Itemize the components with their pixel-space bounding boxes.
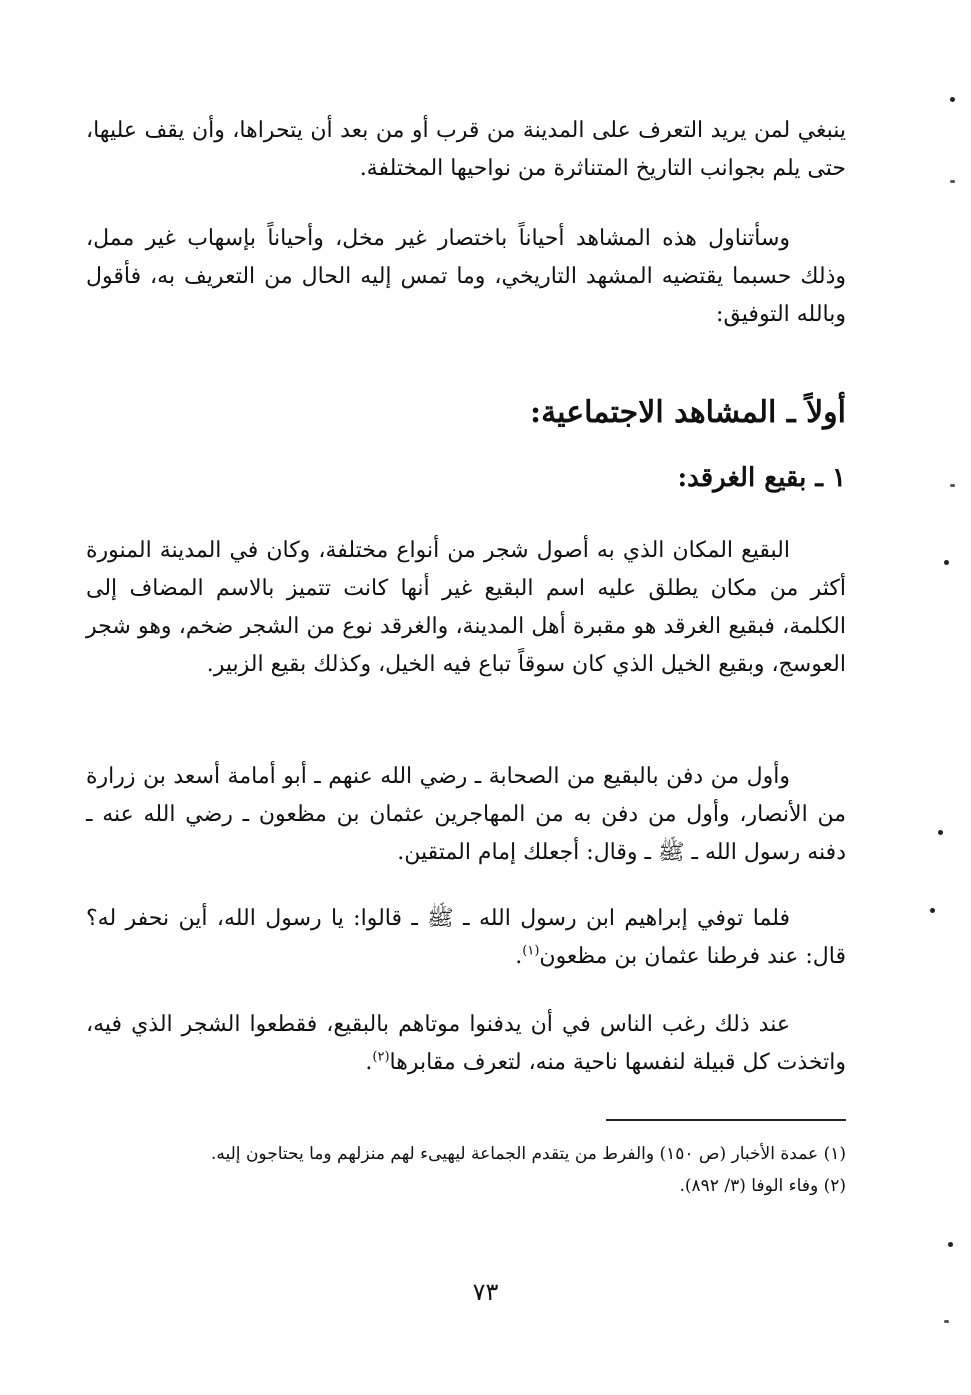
scan-speck <box>944 560 949 565</box>
scan-speck <box>948 1242 953 1247</box>
scan-speck <box>944 1320 949 1323</box>
scan-speck <box>950 484 955 487</box>
scan-speck <box>950 97 955 102</box>
paragraph-first-buried: وأول من دفن بالبقيع من الصحابة ـ رضي الله عنهم ـ أبو أمامة أسعد بن زرارة من الأنصار، وأول من دفن به من المهاجرين عثمان بن مظعون ـ رضي الله عنه ـ دفنه رسول الله ـ ﷺ ـ وقال: أجعلك إمام المتقين. <box>86 764 846 865</box>
paragraph-text: عند ذلك رغب الناس في أن يدفنوا موتاهم بالبقيع، فقطعوا الشجر الذي فيه، واتخذت كل قبيلة لنفسها ناحية منه، لتعرف مقابرها <box>86 1012 846 1075</box>
paragraph-end: . <box>365 1050 373 1075</box>
paragraph-baqi-definition: البقيع المكان الذي به أصول شجر من أنواع مختلفة، وكان في المدينة المنورة أكثر من مكان يطلق عليه اسم البقيع غير أنها كانت تتميز بالاسم المضاف إلى الكلمة، فبقيع الغرقد هو مقبرة أهل المدينة، والغرقد نوع من الشجر ضخم، وهو شجر العوسج، وبقيع الخيل الذي كان سوقاً تباع فيه الخيل، وكذلك بقيع الزبير. <box>86 538 846 677</box>
scan-speck <box>930 908 935 913</box>
page-number: ٧٣ <box>472 1278 499 1306</box>
footnote-1: (١) عمدة الأخبار (ص ١٥٠) والفرط من يتقدم الجماعة ليهيىء لهم منزلهم وما يحتاجون إليه. <box>210 1144 846 1164</box>
scan-speck <box>950 180 955 183</box>
footnote-2: (٢) وفاء الوفا (٣/ ٨٩٢). <box>679 1176 846 1196</box>
footnote-ref-1: (١) <box>522 943 540 959</box>
scan-speck <box>938 830 943 835</box>
subsection-heading: ١ ـ بقيع الغرقد: <box>677 463 846 493</box>
footnote-ref-2: (٢) <box>372 1049 390 1065</box>
paragraph-approach: وسأتناول هذه المشاهد أحياناً باختصار غير مخل، وأحياناً بإسهاب غير ممل، وذلك حسبما يقتضيه المشهد التاريخي، وما تمس إليه الحال من التعريف به، فأقول وبالله التوفيق: <box>86 226 846 327</box>
paragraph-burials <box>86 1006 846 1082</box>
paragraph-intro: ينبغي لمن يريد التعرف على المدينة من قرب أو من بعد أن يتحراها، وأن يقف عليها، حتى يلم بجوانب التاريخ المتناثرة من نواحيها المختلفة. <box>86 118 846 181</box>
footnotes <box>86 1138 846 1202</box>
paragraph-text: فلما توفي إبراهيم ابن رسول الله ـ ﷺ ـ قالوا: يا رسول الله، أين نحفر له؟ قال: عند فرطنا عثمان بن مظعون <box>86 906 846 969</box>
section-heading: أولاً ـ المشاهد الاجتماعية: <box>530 395 846 430</box>
paragraph-ibrahim <box>86 900 846 976</box>
footnote-divider <box>606 1119 846 1121</box>
paragraph-end: . <box>515 944 523 969</box>
